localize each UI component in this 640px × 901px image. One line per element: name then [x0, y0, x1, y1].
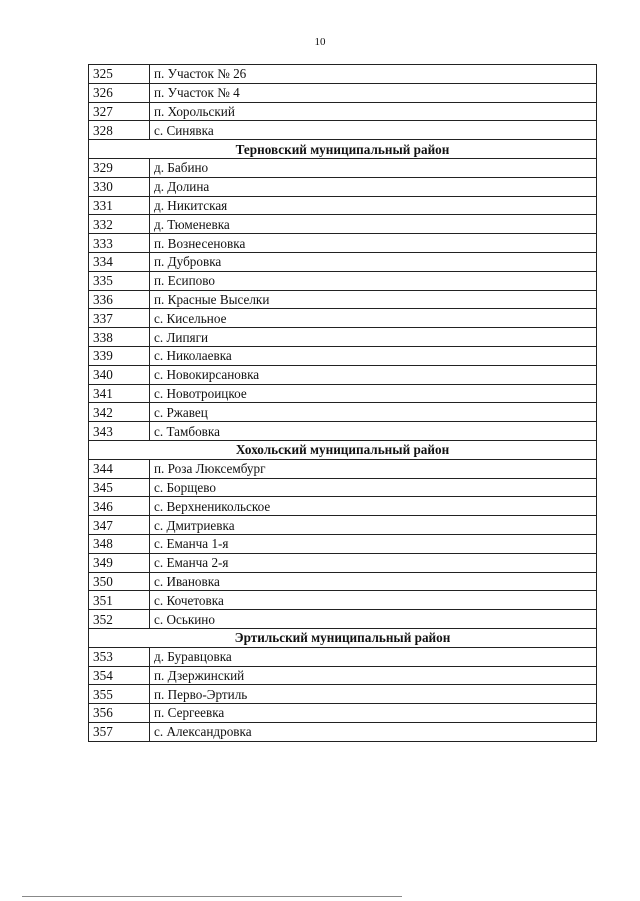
table-row — [89, 534, 597, 553]
row-number: 341 — [89, 384, 150, 403]
table-row — [89, 65, 597, 84]
row-number: 350 — [89, 572, 150, 591]
settlement-name: с. Кочетовка — [150, 591, 597, 610]
table-row — [89, 365, 597, 384]
table-row — [89, 422, 597, 441]
table-row — [89, 384, 597, 403]
row-number: 327 — [89, 102, 150, 121]
table-body — [89, 65, 597, 742]
section-row — [89, 440, 597, 459]
row-number: 332 — [89, 215, 150, 234]
settlement-name: п. Участок № 4 — [150, 83, 597, 102]
row-number: 336 — [89, 290, 150, 309]
row-number: 351 — [89, 591, 150, 610]
row-number: 354 — [89, 666, 150, 685]
section-heading: Эртильский муниципальный район — [89, 628, 597, 647]
row-number: 346 — [89, 497, 150, 516]
row-number: 357 — [89, 722, 150, 741]
table-row — [89, 102, 597, 121]
settlement-name: д. Бабино — [150, 158, 597, 177]
table-row — [89, 403, 597, 422]
table-row — [89, 309, 597, 328]
settlement-name: п. Сергеевка — [150, 704, 597, 723]
settlement-name: п. Перво-Эртиль — [150, 685, 597, 704]
table-row — [89, 516, 597, 535]
row-number: 326 — [89, 83, 150, 102]
row-number: 325 — [89, 65, 150, 84]
row-number: 356 — [89, 704, 150, 723]
settlement-name: п. Есипово — [150, 271, 597, 290]
table-row — [89, 290, 597, 309]
table-row — [89, 158, 597, 177]
table-row — [89, 591, 597, 610]
table-row — [89, 478, 597, 497]
table-row — [89, 215, 597, 234]
settlement-name: д. Буравцовка — [150, 647, 597, 666]
row-number: 337 — [89, 309, 150, 328]
table-row — [89, 647, 597, 666]
table-row — [89, 271, 597, 290]
settlement-name: с. Ивановка — [150, 572, 597, 591]
section-row — [89, 628, 597, 647]
row-number: 330 — [89, 177, 150, 196]
settlement-name: п. Хорольский — [150, 102, 597, 121]
settlement-name: п. Дзержинский — [150, 666, 597, 685]
table-row — [89, 252, 597, 271]
table-row — [89, 83, 597, 102]
table-row — [89, 685, 597, 704]
row-number: 335 — [89, 271, 150, 290]
settlement-name: с. Борщево — [150, 478, 597, 497]
settlement-name: д. Никитская — [150, 196, 597, 215]
table-row — [89, 704, 597, 723]
table-row — [89, 196, 597, 215]
settlement-name: с. Ржавец — [150, 403, 597, 422]
settlement-name: п. Вознесеновка — [150, 234, 597, 253]
settlement-name: д. Долина — [150, 177, 597, 196]
row-number: 348 — [89, 534, 150, 553]
table-row — [89, 666, 597, 685]
table-row — [89, 459, 597, 478]
settlement-name: п. Роза Люксембург — [150, 459, 597, 478]
settlement-name: с. Оськино — [150, 610, 597, 629]
settlement-name: с. Липяги — [150, 328, 597, 347]
row-number: 344 — [89, 459, 150, 478]
row-number: 349 — [89, 553, 150, 572]
settlement-name: п. Участок № 26 — [150, 65, 597, 84]
row-number: 345 — [89, 478, 150, 497]
settlement-name: п. Дубровка — [150, 252, 597, 271]
settlement-name: с. Дмитриевка — [150, 516, 597, 535]
section-heading: Хохольский муниципальный район — [89, 440, 597, 459]
row-number: 353 — [89, 647, 150, 666]
settlement-name: с. Новотроицкое — [150, 384, 597, 403]
bottom-rule — [22, 896, 402, 897]
table-row — [89, 328, 597, 347]
settlement-name: с. Новокирсановка — [150, 365, 597, 384]
row-number: 339 — [89, 346, 150, 365]
section-row — [89, 140, 597, 159]
table-row — [89, 121, 597, 140]
settlement-name: п. Красные Выселки — [150, 290, 597, 309]
settlement-name: с. Еманча 1-я — [150, 534, 597, 553]
settlement-name: с. Еманча 2-я — [150, 553, 597, 572]
row-number: 338 — [89, 328, 150, 347]
table-row — [89, 234, 597, 253]
table-row — [89, 177, 597, 196]
settlement-name: с. Николаевка — [150, 346, 597, 365]
row-number: 343 — [89, 422, 150, 441]
settlement-name: с. Синявка — [150, 121, 597, 140]
settlement-name: с. Кисельное — [150, 309, 597, 328]
settlement-name: д. Тюменевка — [150, 215, 597, 234]
settlement-name: с. Верхненикольское — [150, 497, 597, 516]
settlements-table — [88, 64, 597, 742]
row-number: 340 — [89, 365, 150, 384]
row-number: 347 — [89, 516, 150, 535]
page-number: 10 — [314, 36, 326, 48]
table-row — [89, 346, 597, 365]
table-row — [89, 722, 597, 741]
row-number: 329 — [89, 158, 150, 177]
row-number: 352 — [89, 610, 150, 629]
table-row — [89, 610, 597, 629]
row-number: 331 — [89, 196, 150, 215]
row-number: 342 — [89, 403, 150, 422]
table-row — [89, 497, 597, 516]
table-row — [89, 572, 597, 591]
settlement-name: с. Тамбовка — [150, 422, 597, 441]
row-number: 333 — [89, 234, 150, 253]
settlement-name: с. Александровка — [150, 722, 597, 741]
section-heading: Терновский муниципальный район — [89, 140, 597, 159]
row-number: 334 — [89, 252, 150, 271]
row-number: 355 — [89, 685, 150, 704]
row-number: 328 — [89, 121, 150, 140]
table-row — [89, 553, 597, 572]
